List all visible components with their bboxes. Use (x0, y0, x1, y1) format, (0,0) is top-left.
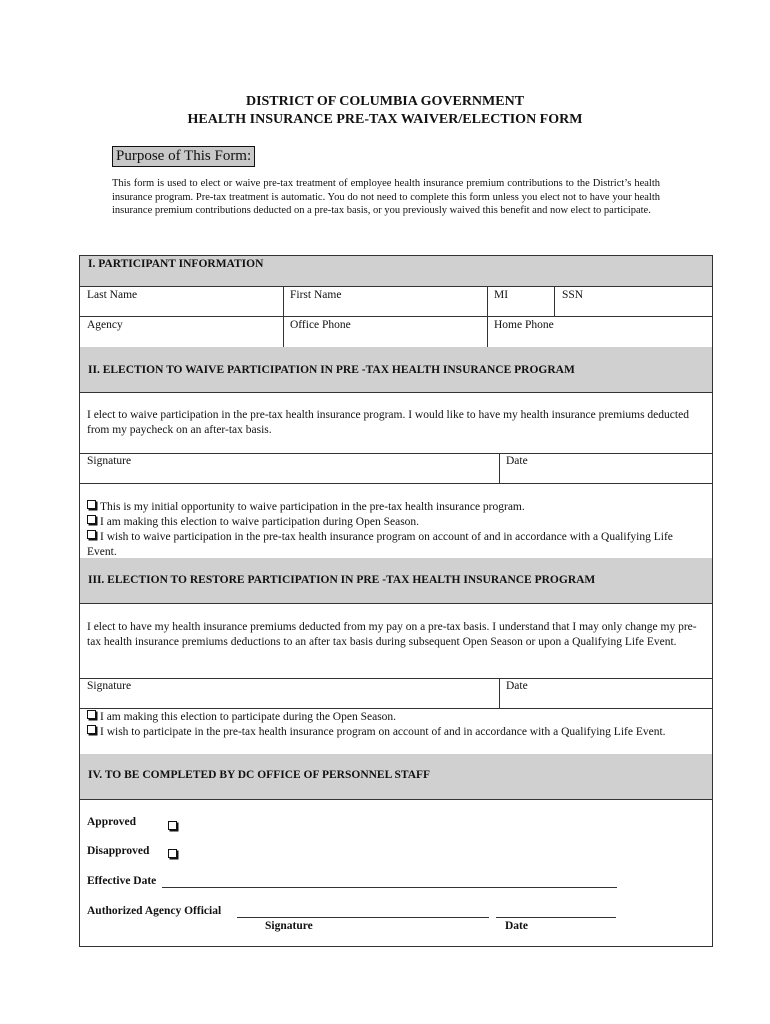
restore-signature-field[interactable]: Signature (87, 680, 132, 692)
disapproved-checkbox[interactable] (168, 849, 177, 858)
approved-label: Approved (87, 816, 136, 828)
checkbox-icon[interactable] (87, 500, 96, 509)
waive-option-initial[interactable]: This is my initial opportunity to waive participation in the pre-tax health insurance program. (87, 500, 705, 515)
checkbox-icon[interactable] (87, 515, 96, 524)
purpose-text: This form is used to elect or waive pre-tax treatment of employee health insurance premium contributions to the District’s health insurance program. Pre-tax treatment is automatic. You do not need to complete this form unless you elect not to have your health insurance premium contributions deducted on a pre-tax basis, or you previously waived this benefit and now elect to participate. (112, 178, 660, 217)
home-phone-field[interactable]: Home Phone (494, 319, 554, 331)
restore-option-open-season[interactable]: I am making this election to participate during the Open Season. (87, 710, 705, 725)
date-caption: Date (505, 920, 528, 932)
waive-signature-field[interactable]: Signature (87, 455, 132, 467)
section-4-heading: IV. TO BE COMPLETED BY DC OFFICE OF PERSONNEL STAFF (88, 769, 431, 781)
official-label: Authorized Agency Official (87, 905, 222, 917)
agency-field[interactable]: Agency (87, 319, 123, 331)
checkbox-icon[interactable] (87, 710, 96, 719)
section-2-heading: II. ELECTION TO WAIVE PARTICIPATION IN PRE -TAX HEALTH INSURANCE PROGRAM (88, 364, 575, 376)
purpose-label: Purpose of This Form: (112, 146, 255, 167)
section-3-heading: III. ELECTION TO RESTORE PARTICIPATION IN PRE -TAX HEALTH INSURANCE PROGRAM (88, 574, 596, 586)
form-table (79, 255, 713, 947)
form-title-line-2: HEALTH INSURANCE PRE-TAX WAIVER/ELECTION FORM (187, 112, 583, 127)
waive-options (87, 500, 705, 560)
waive-date-field[interactable]: Date (506, 455, 528, 467)
checkbox-icon[interactable] (87, 530, 96, 539)
section-1-heading: I. PARTICIPANT INFORMATION (88, 258, 264, 270)
checkbox-icon[interactable] (87, 725, 96, 734)
mi-field[interactable]: MI (494, 289, 509, 301)
restore-option-life-event[interactable]: I wish to participate in the pre-tax health insurance program on account of and in accordance with a Qualifying Life Event. (87, 725, 705, 740)
first-name-field[interactable]: First Name (290, 289, 342, 301)
last-name-field[interactable]: Last Name (87, 289, 138, 301)
disapproved-label: Disapproved (87, 845, 150, 857)
form-title-line-1: DISTRICT OF COLUMBIA GOVERNMENT (245, 94, 525, 109)
official-date-line[interactable] (496, 917, 616, 918)
restore-options (87, 710, 705, 740)
restore-statement: I elect to have my health insurance premiums deducted from my pay on a pre-tax basis. I understand that I may only change my pre-tax health insurance premiums deductions to an after tax basis during subsequent Open Season or upon a Qualifying Life Event. (87, 621, 697, 648)
office-phone-field[interactable]: Office Phone (290, 319, 351, 331)
restore-date-field[interactable]: Date (506, 680, 528, 692)
official-signature-line[interactable] (237, 917, 489, 918)
approved-checkbox[interactable] (168, 821, 177, 830)
effective-date-line[interactable] (162, 887, 617, 888)
waive-option-open-season[interactable]: I am making this election to waive participation during Open Season. (87, 515, 705, 530)
waive-option-life-event[interactable]: I wish to waive participation in the pre-tax health insurance program on account of and in accordance with a Qualifying Life Event. (87, 531, 673, 558)
waive-statement: I elect to waive participation in the pre-tax health insurance program. I would like to have my health insurance premiums deducted from my paycheck on an after-tax basis. (87, 409, 689, 436)
ssn-field[interactable]: SSN (562, 289, 584, 301)
effective-date-label: Effective Date (87, 875, 157, 887)
signature-caption: Signature (265, 920, 313, 932)
